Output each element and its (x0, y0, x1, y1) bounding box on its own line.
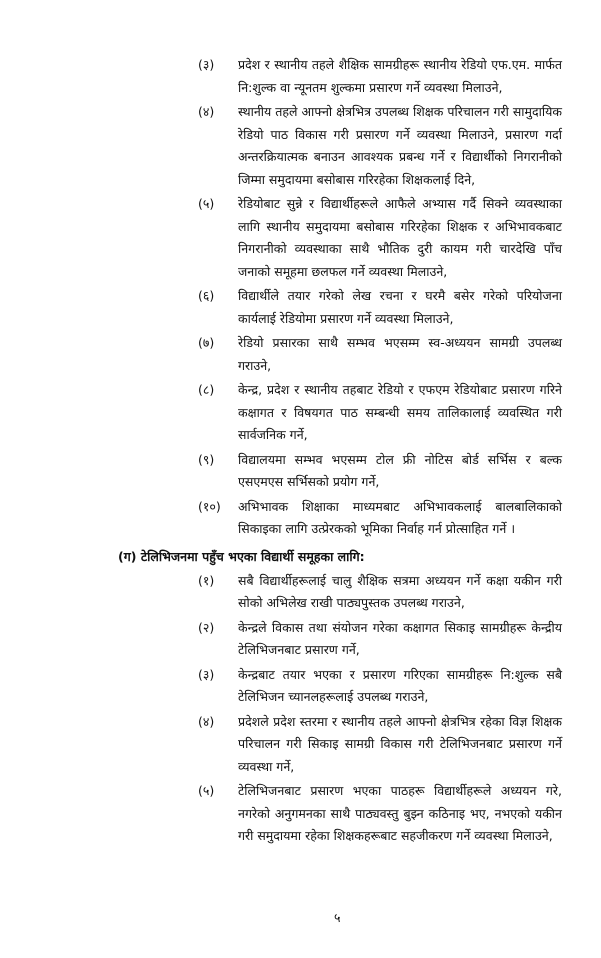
item-b7 (198, 332, 562, 377)
item-number: (५) (198, 783, 215, 798)
item-c5 (198, 780, 562, 848)
item-number: (९) (198, 451, 215, 467)
item-b9 (198, 449, 562, 494)
item-text: प्रदेश र स्थानीय तहले शैक्षिक सामग्रीहरू स्थानीय रेडियो एफ.एम. मार्फत नि:शुल्क वा न्यूनतम शुल्कमा प्रसारण गर्ने व्यवस्था मिलाउने, (238, 57, 562, 95)
item-number: (४) (198, 713, 215, 729)
item-number: (२) (198, 619, 215, 635)
item-number: (८) (198, 382, 215, 397)
item-text: केन्द्रबाट तयार भएका र प्रसारण गरिएका सामग्रीहरू नि:शुल्क सबै टेलिभिजन च्यानलहरूलाई उपलब्ध गराउने, (238, 666, 562, 704)
page-number: ५ (334, 909, 341, 925)
item-b10 (198, 496, 562, 541)
item-number: (६) (198, 288, 215, 303)
item-text: रेडियो प्रसारका साथै सम्भव भएसम्म स्व-अध्ययन सामग्री उपलब्ध गराउने, (238, 335, 562, 373)
item-number: (५) (198, 196, 215, 211)
item-text: अभिभावक शिक्षाका माध्यमबाट अभिभावकलाई बालबालिकाको सिकाइका लागि उत्प्रेरकको भूमिका निर्वाह गर्न प्रोत्साहित गर्ने । (238, 498, 562, 536)
item-number: (३) (198, 666, 215, 682)
item-text: केन्द्रले विकास तथा संयोजन गरेका कक्षागत सिकाइ सामग्रीहरू केन्द्रीय टेलिभिजनबाट प्रसारण गर्ने, (238, 619, 562, 657)
item-text: स्थानीय तहले आफ्नो क्षेत्रभित्र उपलब्ध शिक्षक परिचालन गरी सामुदायिक रेडियो पाठ विकास गरी प्रसारण गर्ने व्यवस्था मिलाउने, प्रसारण गर्दा अन्तरक्रियात्मक बनाउन आवश्यक प्रबन्ध गर्ने र विद्यार्थीको निगरानीको जिम्मा समुदायमा बसोबास गरिरहेका शिक्षकलाई दिने, (238, 104, 562, 187)
item-text: प्रदेशले प्रदेश स्तरमा र स्थानीय तहले आफ्नो क्षेत्रभित्र रहेका विज्ञ शिक्षक परिचालन गरी सिकाइ सामग्री विकास गरी टेलिभिजनबाट प्रसारण गर्ने व्यवस्था गर्ने, (238, 713, 562, 774)
section-c-heading: (ग) टेलिभिजनमा पहुँच भएका विद्यार्थी समूहका लागि: (118, 548, 365, 564)
item-number: (३) (198, 57, 215, 72)
item-c1 (198, 570, 562, 615)
item-number: (७) (198, 335, 215, 350)
item-number: (१०) (198, 498, 221, 514)
item-number: (४) (198, 104, 215, 119)
item-c2 (198, 617, 562, 662)
item-text: रेडियोबाट सुन्ने र विद्यार्थीहरूले आफैले अभ्यास गर्दै सिक्ने व्यवस्थाका लागि स्थानीय समुदायमा बसोबास गरिरहेका शिक्षक र अभिभावकबाट निगरानीको व्यवस्थाका साथै भौतिक दुरी कायम गरी चारदेखि पाँच जनाको समूहमा छलफल गर्ने व्यवस्था मिलाउने, (238, 196, 562, 279)
item-b3 (198, 54, 562, 99)
item-text: विद्यालयमा सम्भव भएसम्म टोल फ्री नोटिस बोर्ड सर्भिस र बल्क एसएमएस सर्भिसको प्रयोग गर्ने, (238, 451, 562, 489)
item-text: केन्द्र, प्रदेश र स्थानीय तहबाट रेडियो र एफएम रेडियोबाट प्रसारण गरिने कक्षागत र विषयगत पाठ सम्बन्धी समय तालिकालाई व्यवस्थित गरी सार्वजनिक गर्ने, (238, 382, 562, 442)
item-text: सबै विद्यार्थीहरूलाई चालु शैक्षिक सत्रमा अध्ययन गर्ने कक्षा यकीन गरी सोको अभिलेख राखी पाठ्यपुस्तक उपलब्ध गराउने, (238, 572, 562, 610)
item-number: (१) (198, 572, 215, 588)
item-b4 (198, 101, 562, 191)
item-b5 (198, 193, 562, 283)
item-b8 (198, 379, 562, 447)
item-c4 (198, 711, 562, 779)
item-b6 (198, 285, 562, 330)
item-text: विद्यार्थीले तयार गरेको लेख रचना र घरमै बसेर गरेको परियोजना कार्यलाई रेडियोमा प्रसारण गर्ने व्यवस्था मिलाउने, (238, 288, 562, 326)
item-c3 (198, 664, 562, 709)
item-text: टेलिभिजनबाट प्रसारण भएका पाठहरू विद्यार्थीहरूले अध्ययन गरे, नगरेको अनुगमनका साथै पाठ्यवस्तु बुझ्न कठिनाइ भए, नभएको यकीन गरी समुदायमा रहेका शिक्षकहरूबाट सहजीकरण गर्ने व्यवस्था मिलाउने, (238, 783, 562, 843)
